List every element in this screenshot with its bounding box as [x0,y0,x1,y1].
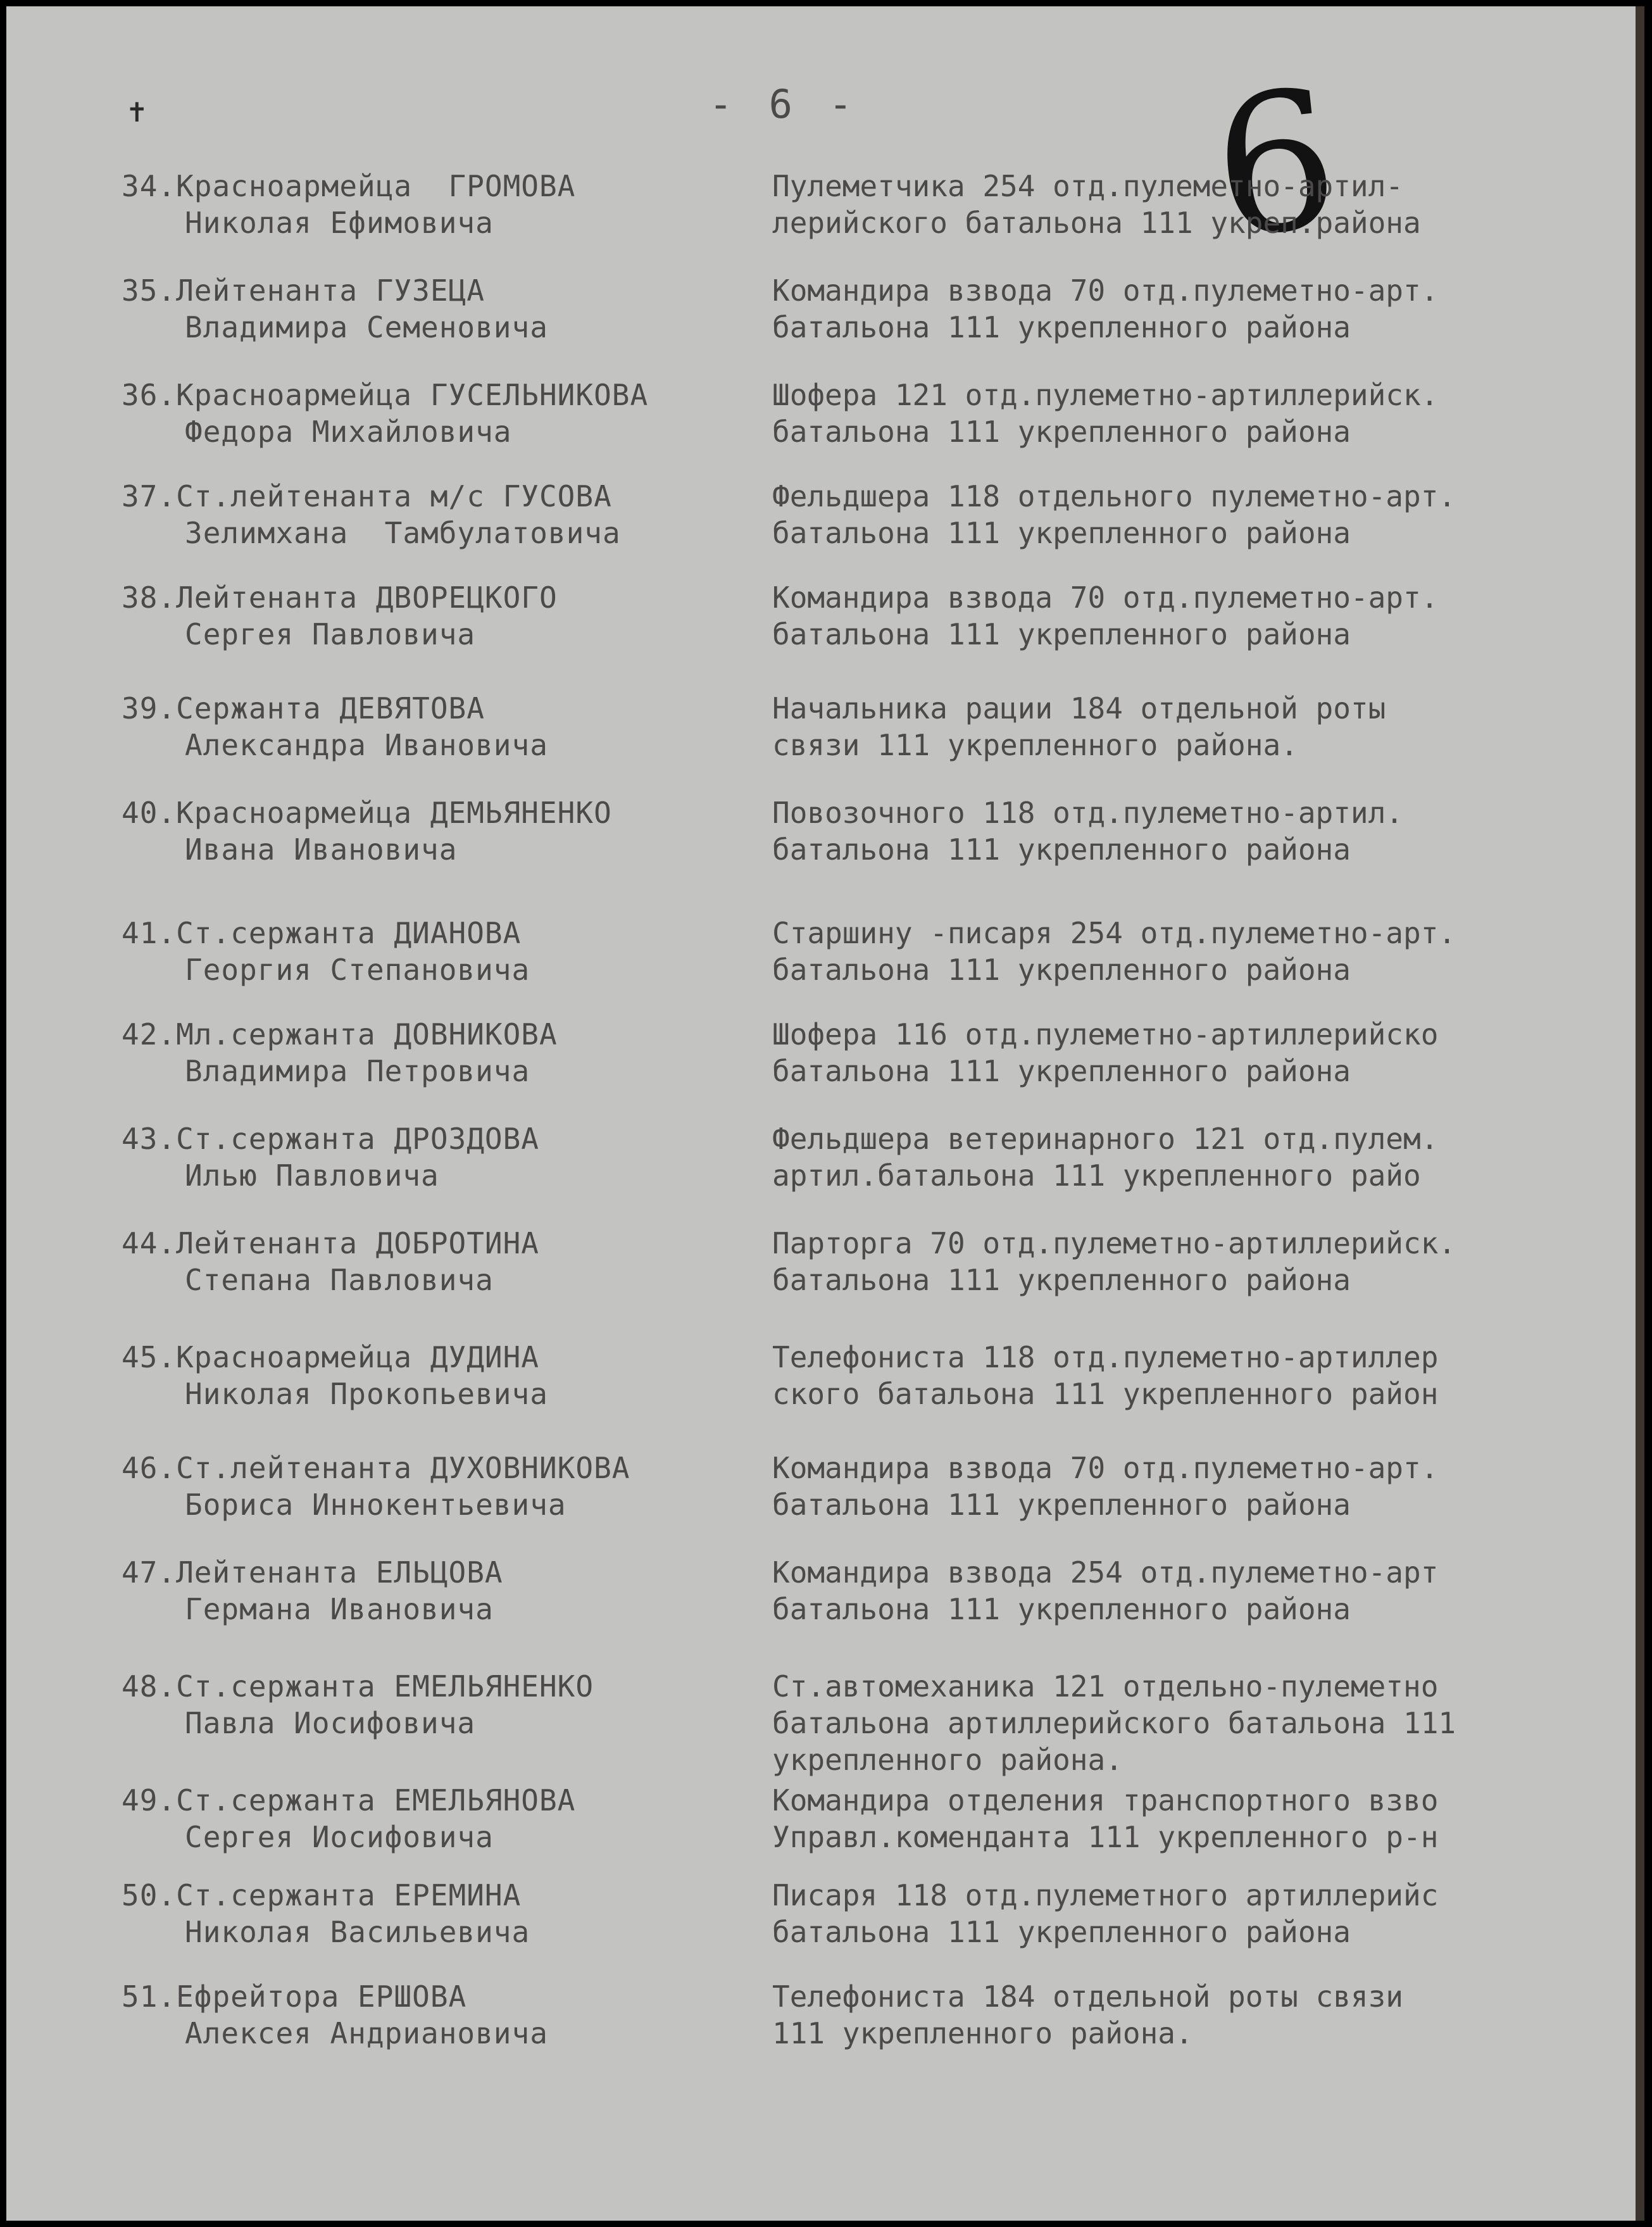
recipient-name [122,168,754,241]
rank-and-surname: Ст.сержанта ДИАНОВА [176,916,522,950]
rank-and-surname: Красноармейца ДУДИНА [176,1340,539,1374]
recipient-position [772,915,1595,988]
recipient-rank-surname [122,915,754,951]
entry-number: 36. [122,378,177,412]
list-item [6,272,1636,367]
entry-number: 50. [122,1878,177,1912]
recipient-name [122,1668,754,1741]
recipient-rank-surname [122,1339,754,1376]
recipient-name [122,1225,754,1298]
rank-and-surname: Сержанта ДЕВЯТОВА [176,691,485,725]
recipient-position [772,168,1595,241]
position-line: Командира взвода 70 отд.пулеметно-арт. [772,580,1439,615]
entry-number: 38. [122,580,177,615]
recipient-rank-surname [122,272,754,309]
recipient-first-patronym: Алексея Андриановича [185,2016,548,2050]
list-item [6,579,1636,674]
recipient-rank-surname [122,478,754,515]
recipient-first-patronym: Зелимхана Тамбулатовича [185,516,621,550]
recipient-rank-surname [122,1978,754,2015]
list-item [6,1450,1636,1545]
recipient-name [122,377,754,450]
recipient-first-patronym: Сергея Павловича [185,617,476,651]
entry-number: 43. [122,1122,177,1156]
recipient-position [772,1450,1595,1523]
position-line: артил.батальона 111 укрепленного райо [772,1158,1421,1193]
position-line: связи 111 укрепленного района. [772,728,1298,762]
recipient-position [772,1668,1595,1778]
list-item [6,1339,1636,1434]
entry-number: 49. [122,1783,177,1817]
position-line: Телефониста 118 отд.пулеметно-артиллер [772,1340,1439,1374]
position-line: батальона 111 укрепленного района [772,1263,1351,1297]
entry-number: 51. [122,1979,177,2014]
position-line: Телефониста 184 отдельной роты связи [772,1979,1403,2014]
award-list [6,6,1636,2221]
rank-and-surname: Лейтенанта ДОБРОТИНА [176,1226,539,1260]
recipient-position [772,1554,1595,1628]
position-line: Повозочного 118 отд.пулеметно-артил. [772,796,1403,830]
entry-number: 42. [122,1017,177,1051]
list-item [6,1877,1636,1972]
recipient-rank-surname [122,1668,754,1705]
rank-and-surname: Ст.сержанта ДРОЗДОВА [176,1122,539,1156]
recipient-position [772,1339,1595,1412]
recipient-position [772,1782,1595,1855]
recipient-name [122,1339,754,1412]
position-line: Командира взвода 254 отд.пулеметно-арт [772,1555,1439,1590]
recipient-position [772,690,1595,763]
handwritten-page-mark: 6 [1204,47,1348,281]
recipient-first-patronym: Владимира Петровича [185,1054,530,1088]
list-item [6,915,1636,1010]
recipient-first-patronym: Германа Ивановича [185,1592,494,1626]
rank-and-surname: Красноармейца ГРОМОВА [176,169,576,203]
list-item [6,1782,1636,1877]
position-line: ского батальона 111 укрепленного район [772,1377,1439,1411]
recipient-rank-surname [122,1225,754,1262]
recipient-name [122,794,754,868]
recipient-name [122,1450,754,1523]
recipient-first-patronym: Сергея Иосифовича [185,1820,494,1854]
entry-number: 41. [122,916,177,950]
rank-and-surname: Ст.лейтенанта м/с ГУСОВА [176,479,612,513]
rank-and-surname: Ефрейтора ЕРШОВА [176,1979,467,2014]
recipient-name [122,272,754,346]
position-line: батальона 111 укрепленного района [772,516,1351,550]
entry-number: 48. [122,1669,177,1703]
position-line: лерийского батальона 111 укреп.района [772,206,1421,240]
recipient-name [122,478,754,551]
rank-and-surname: Лейтенанта ДВОРЕЦКОГО [176,580,558,615]
recipient-name [122,1554,754,1628]
list-item [6,1978,1636,2073]
rank-and-surname: Лейтенанта ГУЗЕЦА [176,273,485,308]
recipient-first-patronym: Александра Ивановича [185,728,548,762]
recipient-name [122,1782,754,1855]
recipient-rank-surname [122,1450,754,1486]
recipient-position [772,478,1595,551]
position-line: Командира отделения транспортного взво [772,1783,1439,1817]
position-line: Шофера 116 отд.пулеметно-артиллерийско [772,1017,1439,1051]
page-number: - 6 - [709,81,859,127]
recipient-rank-surname [122,377,754,413]
recipient-first-patronym: Николая Васильевича [185,1915,530,1949]
recipient-position [772,1016,1595,1089]
recipient-rank-surname [122,1877,754,1914]
recipient-first-patronym: Николая Ефимовича [185,206,494,240]
recipient-position [772,377,1595,450]
entry-number: 47. [122,1555,177,1590]
recipient-position [772,1120,1595,1194]
recipient-position [772,1877,1595,1950]
position-line: 111 укрепленного района. [772,2016,1193,2050]
position-line: батальона 111 укрепленного района [772,310,1351,344]
position-line: Фельдшера 118 отдельного пулеметно-арт. [772,479,1456,513]
recipient-first-patronym: Георгия Степановича [185,953,530,987]
entry-number: 45. [122,1340,177,1374]
recipient-name [122,915,754,988]
list-item [6,1120,1636,1215]
recipient-rank-surname [122,690,754,727]
entry-number: 37. [122,479,177,513]
position-line: батальона 111 укрепленного района [772,1915,1351,1949]
recipient-rank-surname [122,579,754,616]
recipient-position [772,794,1595,868]
list-item [6,1016,1636,1111]
position-line: Писаря 118 отд.пулеметного артиллерийс [772,1878,1439,1912]
position-line: Старшину -писаря 254 отд.пулеметно-арт. [772,916,1456,950]
list-item [6,690,1636,785]
list-item [6,1554,1636,1649]
position-line: батальона 111 укрепленного района [772,1054,1351,1088]
position-line: Начальника рации 184 отдельной роты [772,691,1386,725]
recipient-rank-surname [122,794,754,831]
list-item [6,478,1636,573]
position-line: Пулеметчика 254 отд.пулеметно-артил- [772,169,1403,203]
entry-number: 40. [122,796,177,830]
rank-and-surname: Ст.сержанта ЕМЕЛЬЯНОВА [176,1783,576,1817]
position-line: батальона 111 укрепленного района [772,1488,1351,1522]
recipient-first-patronym: Бориса Иннокентьевича [185,1488,566,1522]
recipient-position [772,1225,1595,1298]
recipient-name [122,1120,754,1194]
position-line: батальона 111 укрепленного района [772,415,1351,449]
position-line: батальона 111 укрепленного района [772,832,1351,867]
recipient-name [122,1016,754,1089]
position-line: Фельдшера ветеринарного 121 отд.пулем. [772,1122,1439,1156]
recipient-position [772,272,1595,346]
position-line: укрепленного района. [772,1743,1123,1777]
recipient-first-patronym: Федора Михайловича [185,415,512,449]
recipient-position [772,579,1595,653]
position-line: батальона 111 укрепленного района [772,617,1351,651]
recipient-position [772,1978,1595,2052]
recipient-name [122,690,754,763]
recipient-first-patronym: Павла Иосифовича [185,1706,476,1740]
recipient-first-patronym: Владимира Семеновича [185,310,548,344]
rank-and-surname: Ст.лейтенанта ДУХОВНИКОВА [176,1451,630,1485]
position-line: Командира взвода 70 отд.пулеметно-арт. [772,273,1439,308]
entry-number: 39. [122,691,177,725]
recipient-rank-surname [122,1782,754,1819]
entry-number: 46. [122,1451,177,1485]
rank-and-surname: Ст.сержанта ЕРЕМИНА [176,1878,522,1912]
entry-number: 44. [122,1226,177,1260]
recipient-first-patronym: Степана Павловича [185,1263,494,1297]
recipient-first-patronym: Николая Прокопьевича [185,1377,548,1411]
position-line: Командира взвода 70 отд.пулеметно-арт. [772,1451,1439,1485]
entry-number: 34. [122,169,177,203]
position-line: батальона 111 укрепленного района [772,953,1351,987]
recipient-first-patronym: Ивана Ивановича [185,832,458,867]
recipient-rank-surname [122,1120,754,1157]
list-item [6,1225,1636,1320]
position-line: Управл.коменданта 111 укрепленного р-н [772,1820,1439,1854]
list-item [6,794,1636,889]
recipient-name [122,1877,754,1950]
list-item [6,377,1636,472]
rank-and-surname: Красноармейца ДЕМЬЯНЕНКО [176,796,612,830]
position-line: батальона 111 укрепленного района [772,1592,1351,1626]
document-page [6,6,1644,2221]
rank-and-surname: Мл.сержанта ДОВНИКОВА [176,1017,558,1051]
recipient-rank-surname [122,1016,754,1053]
rank-and-surname: Красноармейца ГУСЕЛЬНИКОВА [176,378,649,412]
list-item [6,168,1636,263]
position-line: Ст.автомеханика 121 отдельно-пулеметно [772,1669,1439,1703]
recipient-first-patronym: Илью Павловича [185,1158,439,1193]
recipient-name [122,579,754,653]
position-line: батальона артиллерийского батальона 111 [772,1706,1456,1740]
entry-number: 35. [122,273,177,308]
rank-and-surname: Ст.сержанта ЕМЕЛЬЯНЕНКО [176,1669,594,1703]
pin-mark-icon: ✝ [128,94,146,129]
recipient-rank-surname [122,1554,754,1591]
recipient-name [122,1978,754,2052]
list-item [6,1668,1636,1777]
position-line: Парторга 70 отд.пулеметно-артиллерийск. [772,1226,1456,1260]
recipient-rank-surname [122,168,754,204]
position-line: Шофера 121 отд.пулеметно-артиллерийск. [772,378,1439,412]
rank-and-surname: Лейтенанта ЕЛЬЦОВА [176,1555,503,1590]
